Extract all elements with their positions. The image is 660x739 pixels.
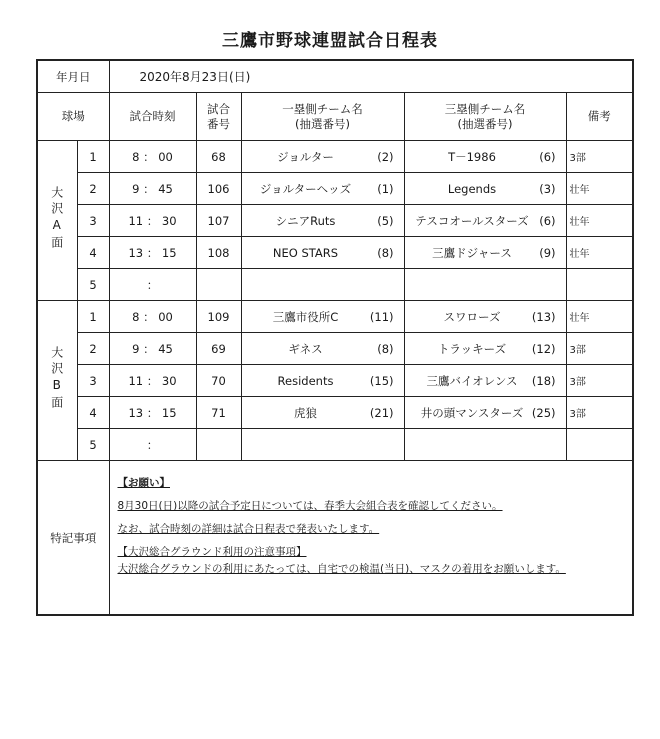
team3-cell xyxy=(404,173,566,205)
team1-draw-number: (8) xyxy=(377,341,394,356)
team3-draw-number: (13) xyxy=(531,309,556,324)
game-number: 68 xyxy=(196,141,241,173)
team3-name: 三鷹ドジャース xyxy=(432,245,512,260)
header-row xyxy=(37,93,633,141)
table-row xyxy=(37,301,633,333)
game-number: 109 xyxy=(196,301,241,333)
team1-draw-number: (1) xyxy=(377,181,394,196)
team3-cell xyxy=(404,237,566,269)
team3-name: T－1986 xyxy=(448,149,496,164)
header-team1: 一塁側チーム名 (抽選番号) xyxy=(241,93,404,141)
game-seq: 1 xyxy=(77,141,109,173)
venue-cell xyxy=(37,141,77,301)
game-seq: 3 xyxy=(77,365,109,397)
game-number xyxy=(196,429,241,461)
team1-draw-number: (2) xyxy=(377,149,394,164)
team3-draw-number: (9) xyxy=(539,245,556,260)
team3-cell xyxy=(404,269,566,301)
team3-cell xyxy=(404,397,566,429)
game-remark: 3部 xyxy=(566,365,633,397)
game-time: 9 ： 45 xyxy=(109,333,196,365)
game-time: ： xyxy=(109,429,196,461)
game-seq: 2 xyxy=(77,173,109,205)
table-row xyxy=(37,365,633,397)
header-team3: 三塁側チーム名 (抽選番号) xyxy=(404,93,566,141)
game-time: 11 ： 30 xyxy=(109,365,196,397)
header-game-no: 試合 番号 xyxy=(196,93,241,141)
date-label: 年月日 xyxy=(37,60,109,93)
game-number: 106 xyxy=(196,173,241,205)
date-row xyxy=(37,60,633,93)
venue-cell xyxy=(37,301,77,461)
game-remark: 3部 xyxy=(566,141,633,173)
notes-line-3: 大沢総合グラウンドの利用にあたっては、自宅での検温(当日)、マスクの着用をお願いします。 xyxy=(117,563,566,575)
game-time: 8 ： 00 xyxy=(109,141,196,173)
date-value: 2020年8月23日(日) xyxy=(109,60,633,93)
table-row xyxy=(37,269,633,301)
team3-cell xyxy=(404,141,566,173)
team1-name: Residents xyxy=(277,373,334,388)
game-number: 69 xyxy=(196,333,241,365)
notes-body xyxy=(109,461,633,616)
team3-draw-number: (18) xyxy=(531,373,556,388)
notes-label: 特記事項 xyxy=(37,461,109,616)
game-seq: 2 xyxy=(77,333,109,365)
team3-draw-number: (6) xyxy=(539,213,556,228)
game-time: 13 ： 15 xyxy=(109,397,196,429)
team1-draw-number: (21) xyxy=(369,405,394,420)
team1-name: 三鷹市役所C xyxy=(272,309,339,324)
game-seq: 3 xyxy=(77,205,109,237)
game-remark: 壮年 xyxy=(566,237,633,269)
table-row xyxy=(37,397,633,429)
team3-name: Legends xyxy=(447,181,497,196)
team1-draw-number: (5) xyxy=(377,213,394,228)
team1-cell xyxy=(241,141,404,173)
game-seq: 1 xyxy=(77,301,109,333)
team3-draw-number: (6) xyxy=(539,149,556,164)
table-row xyxy=(37,141,633,173)
header-venue: 球場 xyxy=(37,93,109,141)
team1-cell xyxy=(241,301,404,333)
team1-draw-number: (11) xyxy=(369,309,394,324)
team1-cell xyxy=(241,237,404,269)
team1-name: 虎狼 xyxy=(294,405,317,420)
game-number xyxy=(196,269,241,301)
game-remark: 壮年 xyxy=(566,205,633,237)
team3-cell xyxy=(404,365,566,397)
team3-cell xyxy=(404,333,566,365)
team1-cell xyxy=(241,173,404,205)
schedule-table xyxy=(36,59,634,616)
team1-draw-number: (8) xyxy=(377,245,394,260)
team3-draw-number: (25) xyxy=(531,405,556,420)
game-remark xyxy=(566,429,633,461)
header-remarks: 備考 xyxy=(566,93,633,141)
game-seq: 4 xyxy=(77,237,109,269)
notes-heading-request: 【お願い】 xyxy=(117,477,170,489)
table-row xyxy=(37,205,633,237)
game-time: 13 ： 15 xyxy=(109,237,196,269)
notes-heading-ground: 【大沢総合グラウンド利用の注意事項】 xyxy=(117,546,307,558)
team1-cell xyxy=(241,365,404,397)
game-number: 70 xyxy=(196,365,241,397)
team1-name: NEO STARS xyxy=(272,245,339,260)
team1-name: ジョルターヘッズ xyxy=(259,181,352,196)
game-seq: 5 xyxy=(77,269,109,301)
team1-name: ギネス xyxy=(288,341,323,356)
page-title: 三鷹市野球連盟試合日程表 xyxy=(222,31,438,51)
game-number: 108 xyxy=(196,237,241,269)
game-time: 8 ： 00 xyxy=(109,301,196,333)
team3-name: 三鷹バイオレンス xyxy=(426,373,518,388)
team3-name: スワローズ xyxy=(443,309,501,324)
table-row xyxy=(37,237,633,269)
team1-name: シニアRuts xyxy=(275,213,336,228)
game-remark: 3部 xyxy=(566,333,633,365)
team1-cell xyxy=(241,269,404,301)
team3-draw-number: (3) xyxy=(539,181,556,196)
game-time: ： xyxy=(109,269,196,301)
game-remark: 3部 xyxy=(566,397,633,429)
game-remark: 壮年 xyxy=(566,301,633,333)
notes-line-1: 8月30日(日)以降の試合予定日については、春季大会組合表を確認してください。 xyxy=(117,500,503,512)
table-row xyxy=(37,173,633,205)
venue-name: 大沢A面 xyxy=(49,186,64,252)
team3-name: 井の頭マンスターズ xyxy=(420,405,524,420)
notes-line-2: なお、試合時刻の詳細は試合日程表で発表いたします。 xyxy=(117,523,380,535)
game-number: 71 xyxy=(196,397,241,429)
table-row xyxy=(37,333,633,365)
team1-name: ジョルター xyxy=(277,149,334,164)
team3-name: テスコオールスターズ xyxy=(415,213,529,228)
team3-cell xyxy=(404,301,566,333)
team1-cell xyxy=(241,333,404,365)
team3-cell xyxy=(404,205,566,237)
team3-draw-number: (12) xyxy=(531,341,556,356)
team3-name: トラッキーズ xyxy=(437,341,507,356)
game-number: 107 xyxy=(196,205,241,237)
team3-cell xyxy=(404,429,566,461)
game-remark xyxy=(566,269,633,301)
header-time: 試合時刻 xyxy=(109,93,196,141)
team1-cell xyxy=(241,429,404,461)
team1-cell xyxy=(241,397,404,429)
game-remark: 壮年 xyxy=(566,173,633,205)
table-row xyxy=(37,429,633,461)
team1-draw-number: (15) xyxy=(369,373,394,388)
game-time: 9 ： 45 xyxy=(109,173,196,205)
team1-cell xyxy=(241,205,404,237)
game-seq: 5 xyxy=(77,429,109,461)
venue-name: 大沢B面 xyxy=(49,346,64,412)
notes-row xyxy=(37,461,633,616)
game-time: 11 ： 30 xyxy=(109,205,196,237)
game-seq: 4 xyxy=(77,397,109,429)
